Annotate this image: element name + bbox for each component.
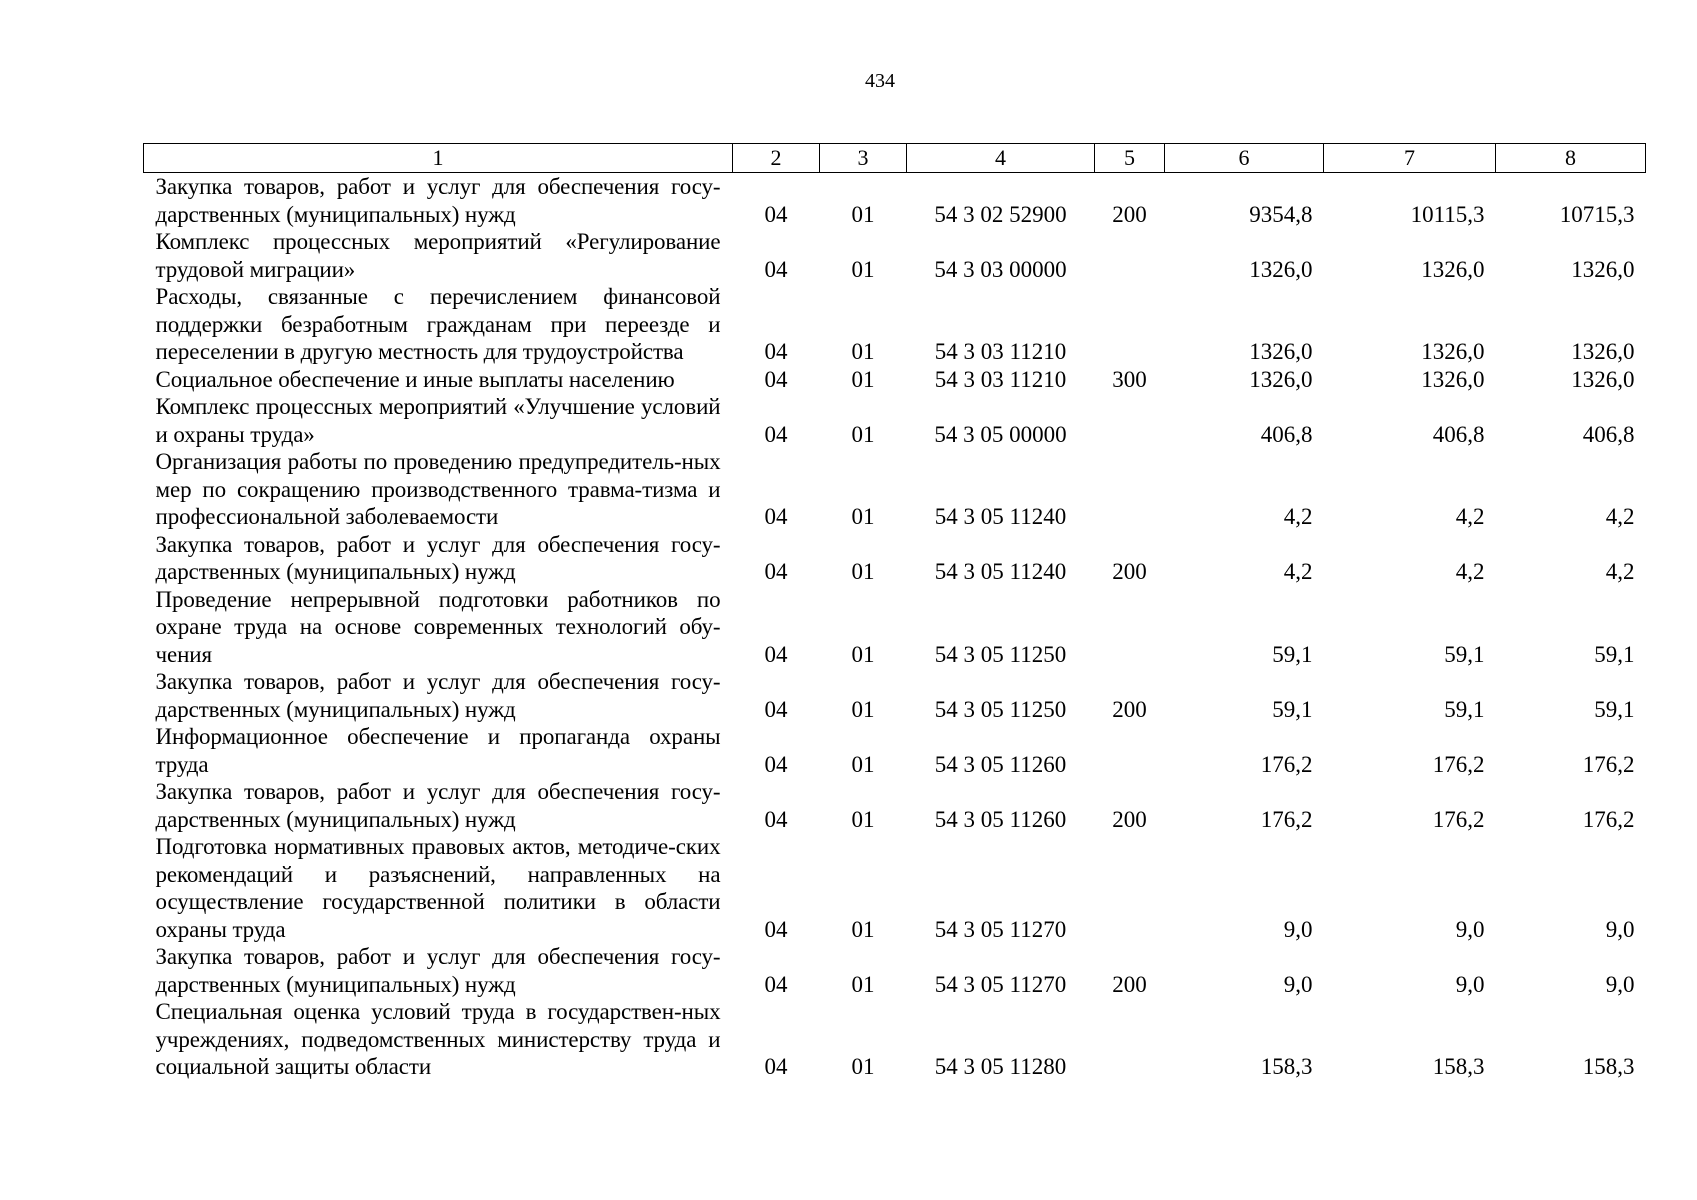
table-row [144, 668, 1646, 723]
row-target-article: 54 3 03 00000 [934, 256, 1067, 282]
row-section-code: 04 [764, 971, 788, 997]
row-expense-type: 200 [1112, 201, 1147, 227]
row-amount-col8: 158,3 [1582, 1054, 1635, 1079]
column-header-1: 1 [144, 144, 733, 173]
row-amount-col8: 4,2 [1605, 559, 1635, 584]
row-amount-col8: 1326,0 [1571, 366, 1635, 392]
row-amount-col7: 4,2 [1455, 559, 1485, 584]
row-amount-col6: 4,2 [1283, 504, 1313, 529]
row-section-code: 04 [764, 421, 788, 447]
row-amount-col7: 9,0 [1455, 916, 1485, 942]
table-row [144, 586, 1646, 669]
row-target-article: 54 3 05 11280 [934, 1054, 1067, 1079]
row-description: Закупка товаров, работ и услуг для обеспечения госу-дарственных (муниципальных) нужд [155, 779, 721, 832]
row-amount-col6: 406,8 [1260, 421, 1313, 447]
row-section-code: 04 [764, 641, 788, 667]
row-amount-col8: 406,8 [1582, 421, 1635, 447]
column-header-2: 2 [733, 144, 820, 173]
row-subsection-code: 01 [851, 421, 875, 447]
row-target-article: 54 3 05 11270 [934, 971, 1067, 997]
column-header-3: 3 [820, 144, 907, 173]
row-amount-col7: 1326,0 [1421, 339, 1485, 364]
row-description: Расходы, связанные с перечислением финансовой поддержки безработным гражданам при переезде и переселении в другую местность для трудоустройства [155, 284, 721, 364]
row-amount-col6: 9,0 [1283, 916, 1313, 942]
table-row [144, 998, 1646, 1081]
row-target-article: 54 3 05 00000 [934, 421, 1067, 447]
column-header-4: 4 [907, 144, 1095, 173]
row-amount-col6: 59,1 [1272, 641, 1313, 667]
row-description: Закупка товаров, работ и услуг для обеспечения госу-дарственных (муниципальных) нужд [155, 531, 721, 584]
row-amount-col8: 4,2 [1605, 504, 1635, 529]
row-amount-col7: 10115,3 [1410, 201, 1485, 227]
row-description: Проведение непрерывной подготовки работников по охране труда на основе современных технологий обу-чения [155, 586, 721, 667]
row-subsection-code: 01 [851, 971, 875, 997]
row-section-code: 04 [764, 806, 788, 832]
row-target-article: 54 3 05 11270 [934, 916, 1067, 942]
row-expense-type: 200 [1112, 971, 1147, 997]
row-amount-col8: 59,1 [1594, 696, 1635, 722]
row-amount-col7: 9,0 [1455, 971, 1485, 997]
row-amount-col8: 9,0 [1605, 916, 1635, 942]
row-target-article: 54 3 05 11260 [934, 751, 1067, 777]
row-description: Организация работы по проведению предупредитель-ных мер по сокращению производственного травма-тизма и профессиональной заболеваемости [155, 449, 721, 529]
row-amount-col6: 1326,0 [1249, 339, 1313, 364]
row-target-article: 54 3 03 11210 [934, 339, 1067, 364]
row-amount-col8: 176,2 [1582, 806, 1635, 832]
row-amount-col6: 1326,0 [1249, 256, 1313, 282]
row-subsection-code: 01 [851, 201, 875, 227]
row-expense-type: 200 [1112, 806, 1147, 832]
row-description: Социальное обеспечение и иные выплаты населению [155, 366, 675, 392]
row-target-article: 54 3 05 11240 [934, 559, 1067, 584]
budget-table [143, 143, 1646, 1081]
table-row [144, 531, 1646, 586]
row-description: Закупка товаров, работ и услуг для обеспечения госу-дарственных (муниципальных) нужд [155, 944, 721, 997]
row-amount-col6: 59,1 [1272, 696, 1313, 722]
row-amount-col8: 1326,0 [1571, 256, 1635, 282]
table-row [144, 393, 1646, 448]
row-amount-col8: 10715,3 [1559, 201, 1635, 227]
row-expense-type [1095, 393, 1165, 448]
row-section-code: 04 [764, 916, 788, 942]
row-subsection-code: 01 [851, 751, 875, 777]
row-amount-col7: 1326,0 [1421, 366, 1485, 392]
row-amount-col7: 406,8 [1432, 421, 1485, 447]
row-description: Комплекс процессных мероприятий «Регулирование трудовой миграции» [155, 229, 721, 282]
column-header-5: 5 [1095, 144, 1165, 173]
row-section-code: 04 [764, 201, 788, 227]
page-number: 434 [865, 70, 895, 92]
row-target-article: 54 3 05 11250 [934, 696, 1067, 722]
row-expense-type [1095, 723, 1165, 778]
table-row [144, 173, 1646, 229]
row-section-code: 04 [764, 1054, 788, 1079]
row-amount-col6: 4,2 [1283, 559, 1313, 584]
row-subsection-code: 01 [851, 806, 875, 832]
row-amount-col8: 176,2 [1582, 751, 1635, 777]
row-subsection-code: 01 [851, 696, 875, 722]
row-target-article: 54 3 05 11250 [934, 641, 1067, 667]
row-target-article: 54 3 02 52900 [934, 201, 1067, 227]
table-body [144, 173, 1646, 1081]
row-amount-col7: 59,1 [1444, 641, 1485, 667]
row-amount-col7: 176,2 [1432, 806, 1485, 832]
row-subsection-code: 01 [851, 641, 875, 667]
row-section-code: 04 [764, 559, 788, 584]
table-header-row [144, 144, 1646, 173]
table-row [144, 228, 1646, 283]
row-subsection-code: 01 [851, 366, 875, 392]
row-expense-type [1095, 833, 1165, 943]
row-amount-col7: 4,2 [1455, 504, 1485, 529]
row-section-code: 04 [764, 366, 788, 392]
table-row [144, 778, 1646, 833]
row-expense-type: 200 [1112, 559, 1147, 584]
row-amount-col6: 176,2 [1260, 751, 1313, 777]
row-subsection-code: 01 [851, 559, 875, 584]
row-description: Закупка товаров, работ и услуг для обеспечения госу-дарственных (муниципальных) нужд [155, 669, 721, 722]
row-description: Закупка товаров, работ и услуг для обеспечения госу-дарственных (муниципальных) нужд [155, 174, 721, 227]
row-expense-type: 300 [1112, 366, 1147, 392]
row-section-code: 04 [764, 751, 788, 777]
table-row [144, 833, 1646, 943]
row-description: Комплекс процессных мероприятий «Улучшение условий и охраны труда» [155, 394, 721, 447]
row-expense-type [1095, 228, 1165, 283]
row-expense-type [1095, 586, 1165, 669]
row-amount-col8: 1326,0 [1571, 339, 1635, 364]
row-amount-col8: 9,0 [1605, 971, 1635, 997]
row-amount-col7: 1326,0 [1421, 256, 1485, 282]
row-amount-col6: 158,3 [1260, 1054, 1313, 1079]
row-amount-col6: 1326,0 [1249, 366, 1313, 392]
table-row [144, 723, 1646, 778]
row-amount-col6: 176,2 [1260, 806, 1313, 832]
table-row [144, 366, 1646, 394]
row-subsection-code: 01 [851, 339, 875, 364]
row-section-code: 04 [764, 696, 788, 722]
column-header-6: 6 [1165, 144, 1324, 173]
row-amount-col8: 59,1 [1594, 641, 1635, 667]
table-row [144, 448, 1646, 531]
row-amount-col6: 9,0 [1283, 971, 1313, 997]
row-amount-col6: 9354,8 [1249, 201, 1313, 227]
row-section-code: 04 [764, 256, 788, 282]
row-amount-col7: 59,1 [1444, 696, 1485, 722]
row-expense-type [1095, 998, 1165, 1081]
row-amount-col7: 158,3 [1432, 1054, 1485, 1079]
row-expense-type [1095, 448, 1165, 531]
row-expense-type: 200 [1112, 696, 1147, 722]
row-description: Информационное обеспечение и пропаганда охраны труда [155, 724, 721, 777]
row-section-code: 04 [764, 504, 788, 529]
row-description: Специальная оценка условий труда в государствен-ных учреждениях, подведомственных министерству труда и социальной защиты области [155, 999, 721, 1079]
table-row [144, 943, 1646, 998]
row-subsection-code: 01 [851, 504, 875, 529]
row-subsection-code: 01 [851, 256, 875, 282]
row-target-article: 54 3 03 11210 [934, 366, 1067, 392]
column-header-8: 8 [1496, 144, 1646, 173]
row-amount-col7: 176,2 [1432, 751, 1485, 777]
table-row [144, 283, 1646, 366]
row-description: Подготовка нормативных правовых актов, методиче-ских рекомендаций и разъяснений, направленных на осуществление государственной политики в области охраны труда [155, 834, 721, 942]
row-target-article: 54 3 05 11240 [934, 504, 1067, 529]
row-expense-type [1095, 283, 1165, 366]
column-header-7: 7 [1324, 144, 1496, 173]
row-section-code: 04 [764, 339, 788, 364]
row-subsection-code: 01 [851, 916, 875, 942]
row-subsection-code: 01 [851, 1054, 875, 1079]
row-target-article: 54 3 05 11260 [934, 806, 1067, 832]
